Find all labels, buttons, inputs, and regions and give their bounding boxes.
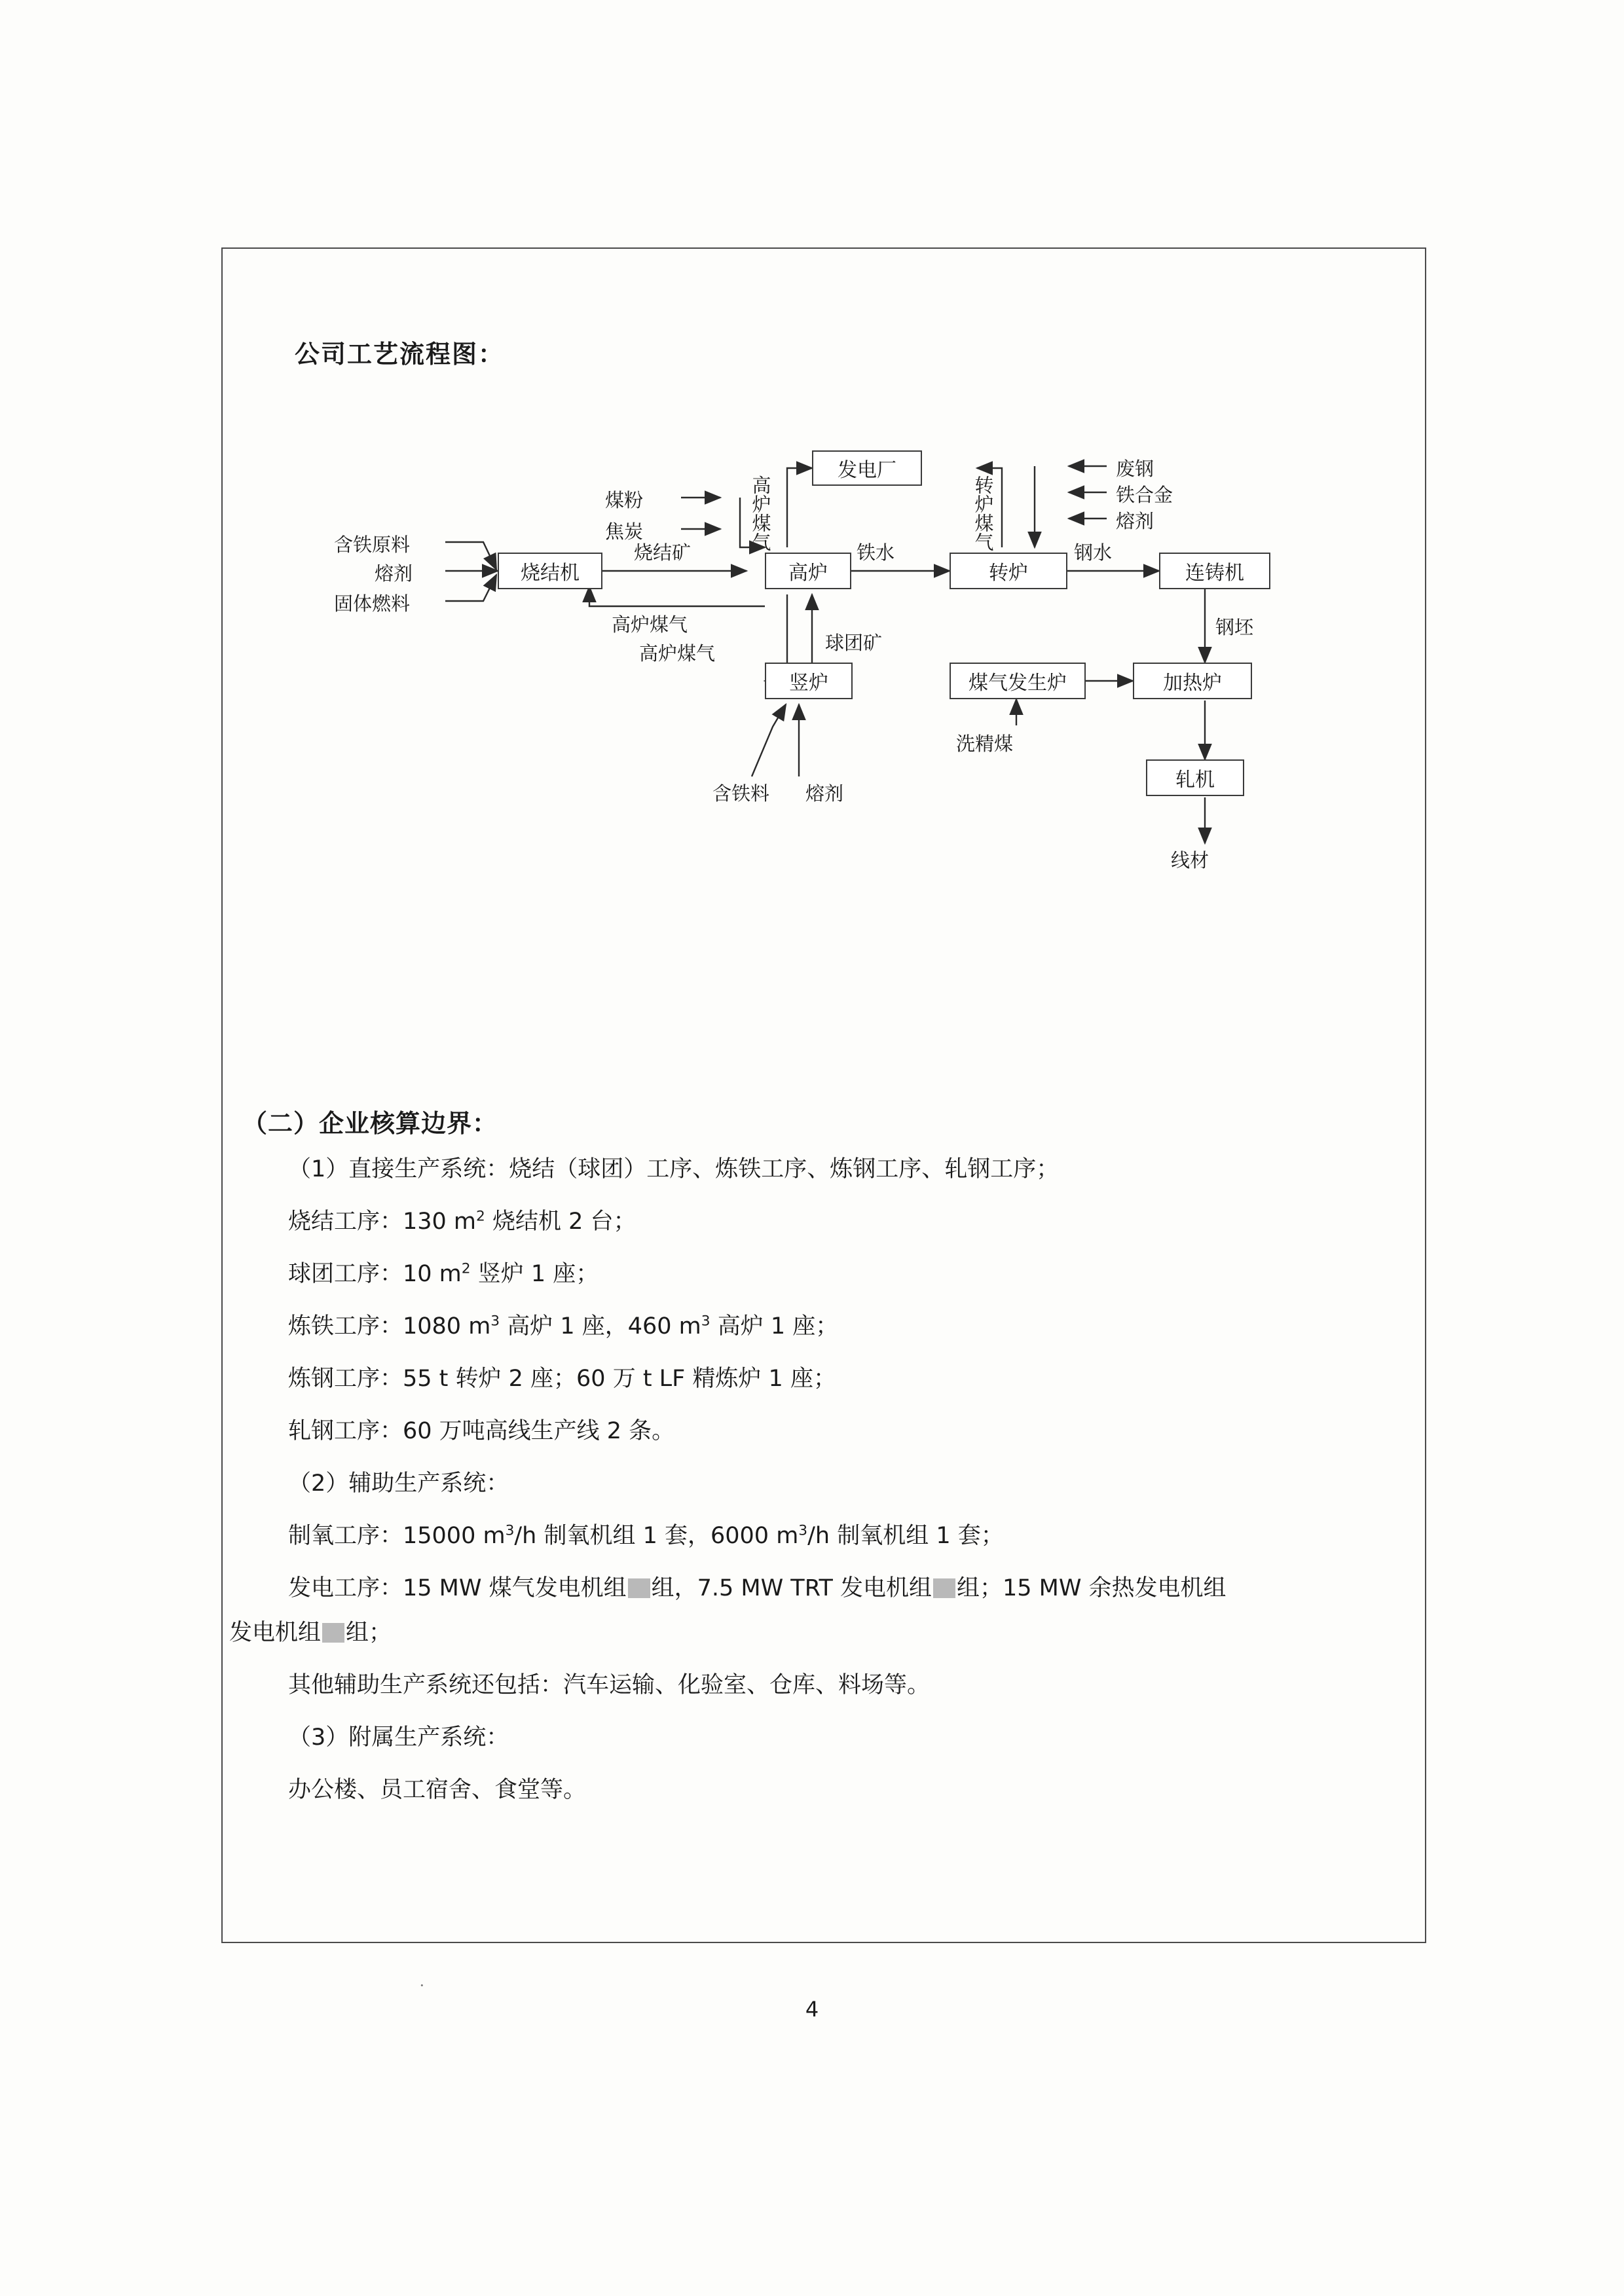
node-continuous-caster (1159, 553, 1270, 589)
node-blast-furnace (765, 553, 851, 589)
edge-converter-gas-vertical: 转炉煤气 (972, 475, 995, 551)
edge-bf-gas-lower: 高炉煤气 (612, 613, 688, 636)
paragraph-10: （3）附属生产系统： (288, 1724, 509, 1751)
node-label: 轧机 (1175, 769, 1215, 792)
edge-sinter-ore: 烧结矿 (634, 541, 692, 564)
paragraph-11: 办公楼、员工宿舍、食堂等。 (288, 1777, 587, 1803)
input-scrap: 废钢 (1116, 458, 1154, 480)
paragraph-power-generation (288, 1575, 1227, 1602)
redaction-box (933, 1578, 955, 1598)
node-label: 发电厂 (838, 459, 896, 482)
input-coal-powder: 煤粉 (605, 489, 644, 511)
edge-wire-rod: 线材 (1171, 849, 1209, 871)
node-label: 转炉 (989, 562, 1028, 585)
node-rolling-mill (1146, 759, 1244, 796)
paragraph-7: （2）辅助生产系统： (288, 1470, 509, 1497)
input-iron-material: 含铁料 (712, 782, 770, 805)
node-powerplant (812, 450, 922, 486)
edge-steel-liquid: 钢水 (1074, 541, 1113, 564)
node-label: 加热炉 (1163, 672, 1222, 695)
node-label: 煤气发生炉 (969, 672, 1067, 695)
scan-artifact: · (419, 1976, 425, 1995)
redaction-box (322, 1623, 344, 1643)
edge-billet: 钢坯 (1215, 616, 1254, 638)
node-reheating-furnace (1133, 663, 1252, 699)
process-flow-diagram (223, 419, 1425, 1061)
input-coke: 焦炭 (605, 520, 644, 543)
input-washed-coal: 洗精煤 (956, 733, 1014, 755)
node-converter (950, 553, 1067, 589)
paragraph-4: 炼铁工序：1080 $m^3$ 高炉 1 座，460 $m^3$ 高炉 1 座； (288, 1313, 839, 1339)
node-gas-generator (950, 663, 1086, 699)
paragraph-5: 炼钢工序：55 t 转炉 2 座；60 万 t LF 精炼炉 1 座； (288, 1366, 836, 1392)
node-label: 烧结机 (521, 562, 580, 585)
edge-pellet: 球团矿 (825, 632, 883, 654)
paragraph-9: 其他辅助生产系统还包括：汽车运输、化验室、仓库、料场等。 (288, 1672, 931, 1698)
paragraph-3: 球团工序：10 $m^2$ 竖炉 1 座； (288, 1260, 599, 1287)
input-flux-bottom: 熔剂 (805, 782, 844, 805)
input-flux-left: 熔剂 (375, 562, 413, 585)
redaction-box (628, 1578, 650, 1598)
node-label: 竖炉 (789, 672, 828, 695)
paragraph-6: 轧钢工序：60 万吨高线生产线 2 条。 (288, 1418, 675, 1444)
paragraph-power-generation-cont (229, 1619, 392, 1647)
input-iron-raw: 含铁原料 (334, 534, 411, 556)
power-mid2: 组；15 MW 余热发电机组 (956, 1575, 1227, 1601)
power-suffix: 组； (346, 1620, 392, 1646)
page-number: 4 (805, 1997, 819, 2022)
node-shaft-furnace (765, 663, 853, 699)
node-label: 连铸机 (1185, 562, 1244, 585)
edge-hot-metal: 铁水 (857, 541, 895, 564)
paragraph-8: 制氧工序：15000 $m^3/h$ 制氧机组 1 套，6000 $m^3/h$ 制氧机组 1 套； (288, 1522, 1004, 1549)
power-cont-text: 发电机组 (229, 1620, 322, 1646)
power-mid1: 组，7.5 MW TRT 发电机组 (651, 1575, 932, 1601)
input-ferroalloy: 铁合金 (1116, 484, 1173, 506)
edge-bf-gas-shaft: 高炉煤气 (639, 642, 716, 665)
power-prefix: 发电工序：15 MW 煤气发电机组 (288, 1575, 627, 1601)
input-solid-fuel: 固体燃料 (334, 592, 411, 615)
section-heading: （二）企业核算边界： (242, 1109, 498, 1138)
flowchart-title: 公司工艺流程图： (295, 340, 505, 369)
content-frame (221, 247, 1426, 1943)
input-flux-right: 熔剂 (1116, 510, 1154, 532)
flow-connectors (223, 419, 1425, 1061)
node-sinter (498, 553, 602, 589)
edge-bf-gas-vertical: 高炉煤气 (749, 475, 772, 551)
node-label: 高炉 (788, 562, 828, 585)
paragraph-2: 烧结工序：130 $m^2$ 烧结机 2 台； (288, 1208, 637, 1235)
paragraph-1: （1）直接生产系统：烧结（球团）工序、炼铁工序、炼钢工序、轧钢工序； (288, 1156, 1060, 1182)
